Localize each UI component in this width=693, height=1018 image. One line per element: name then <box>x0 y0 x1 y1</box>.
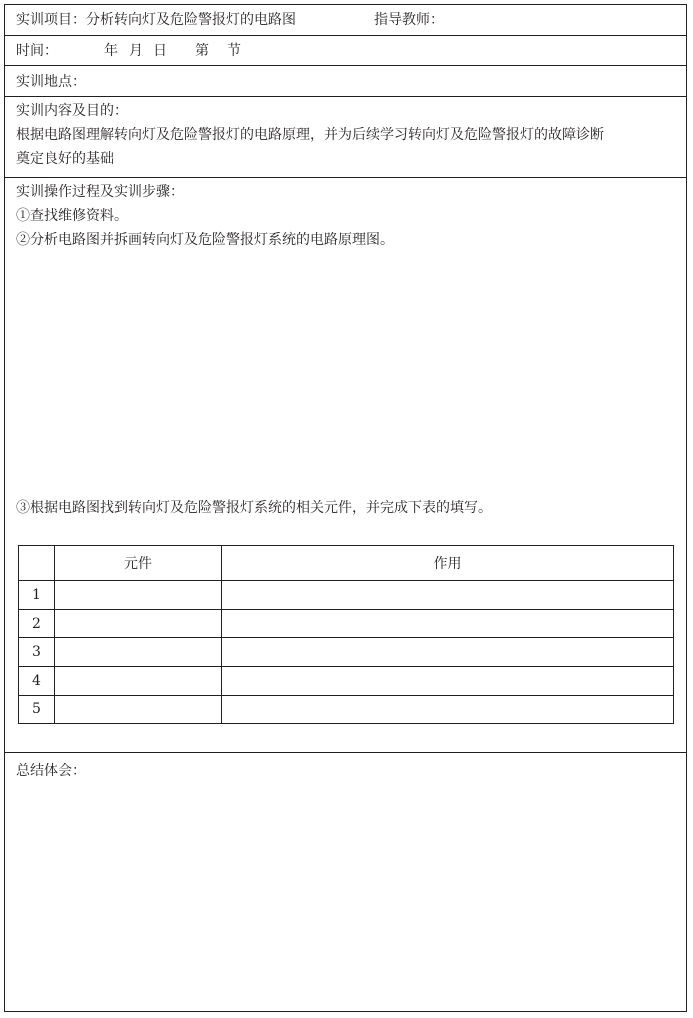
function-cell[interactable] <box>222 581 674 610</box>
function-cell[interactable] <box>222 638 674 667</box>
project-label: 实训项目：分析转向灯及危险警报灯的电路图 <box>16 12 296 28</box>
component-cell[interactable] <box>55 581 222 610</box>
location-label: 实训地点： <box>16 74 86 90</box>
step-2: ②分析电路图并拆画转向灯及危险警报灯系统的电路原理图。 <box>16 232 394 248</box>
header-num <box>19 546 55 581</box>
row-number: 4 <box>19 667 55 696</box>
row-number: 5 <box>19 695 55 723</box>
summary-label: 总结体会： <box>16 763 86 779</box>
table-header-row <box>19 546 673 581</box>
step-3: ③根据电路图找到转向灯及危险警报灯系统的相关元件，并完成下表的填写。 <box>16 500 492 516</box>
function-cell[interactable] <box>222 609 674 638</box>
component-cell[interactable] <box>55 695 222 723</box>
row-number: 2 <box>19 609 55 638</box>
table-row <box>19 609 673 638</box>
row-number: 1 <box>19 581 55 610</box>
year-label: 年 <box>104 43 118 59</box>
location-row <box>5 66 686 97</box>
steps-row <box>5 178 686 753</box>
period-prefix: 第 <box>195 43 209 59</box>
content-row <box>5 97 686 178</box>
teacher-label: 指导教师： <box>374 12 444 28</box>
function-cell[interactable] <box>222 667 674 696</box>
component-cell[interactable] <box>55 638 222 667</box>
day-label: 日 <box>153 43 167 59</box>
worksheet-frame <box>4 4 687 1012</box>
function-cell[interactable] <box>222 695 674 723</box>
steps-title: 实训操作过程及实训步骤： <box>16 184 184 200</box>
table-row <box>19 638 673 667</box>
component-cell[interactable] <box>55 667 222 696</box>
time-label: 时间： <box>16 43 58 59</box>
summary-row <box>5 753 686 1011</box>
row-number: 3 <box>19 638 55 667</box>
component-cell[interactable] <box>55 609 222 638</box>
month-label: 月 <box>129 43 143 59</box>
content-line-1: 根据电路图理解转向灯及危险警报灯的电路原理，并为后续学习转向灯及危险警报灯的故障诊断 <box>16 127 604 143</box>
content-line-2: 奠定良好的基础 <box>16 151 114 167</box>
header-function: 作用 <box>222 546 674 581</box>
content-title: 实训内容及目的： <box>16 103 128 119</box>
table-row <box>19 695 673 723</box>
header-component: 元件 <box>55 546 222 581</box>
table-row <box>19 667 673 696</box>
table-row <box>19 581 673 610</box>
project-row <box>5 5 686 36</box>
period-suffix: 节 <box>227 43 241 59</box>
component-table <box>18 545 674 724</box>
time-row <box>5 36 686 66</box>
step-1: ①查找维修资料。 <box>16 208 128 224</box>
